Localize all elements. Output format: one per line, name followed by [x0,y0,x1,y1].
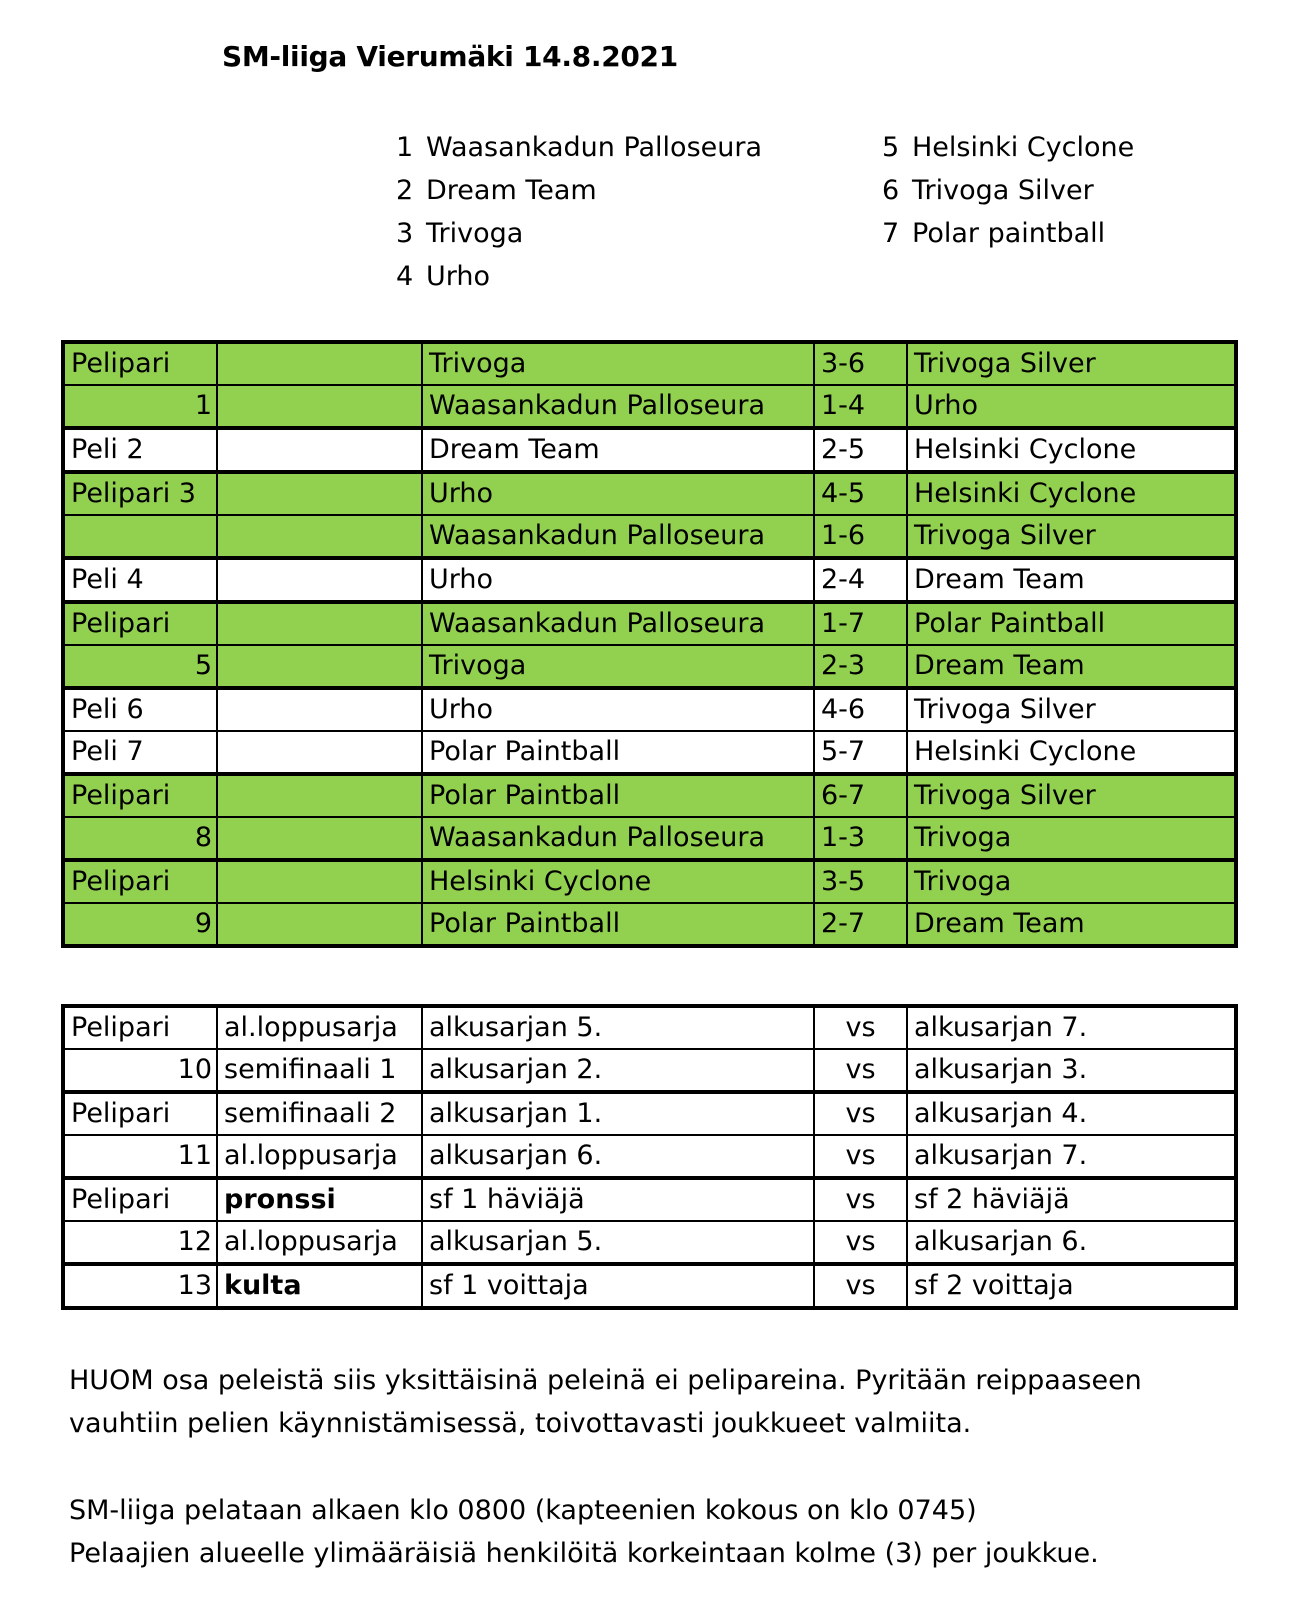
table-cell [217,342,422,385]
table-cell: Waasankadun Palloseura [422,385,814,428]
table-cell: Helsinki Cyclone [422,860,814,903]
table-cell: Trivoga Silver [907,342,1236,385]
table-cell: Dream Team [907,645,1236,688]
table-row [63,1049,1236,1092]
note-line: Pelaajien alueelle ylimääräisiä henkilöitä korkeintaan kolme (3) per joukkue. [69,1538,1099,1569]
table-cell: Urho [422,688,814,731]
table-cell: Helsinki Cyclone [907,472,1236,515]
table-cell: Trivoga Silver [907,774,1236,817]
team-name: Dream Team [426,175,597,206]
team-number: 7 [882,218,900,249]
team-number: 6 [882,175,900,206]
team-name: Urho [426,261,491,292]
table-cell: Polar Paintball [422,731,814,774]
table-cell [217,774,422,817]
note-paragraph-1 [69,1359,1142,1445]
team-name: Trivoga [426,218,524,249]
table-cell: 1-6 [814,515,907,558]
team-number: 5 [882,132,900,163]
table-row [63,1264,1236,1308]
team-item [396,255,762,298]
table-cell: Pelipari [63,602,217,645]
table-cell: alkusarjan 5. [422,1006,814,1049]
table-cell: alkusarjan 4. [907,1092,1236,1135]
table-cell: 13 [63,1264,217,1308]
table-cell: vs [814,1049,907,1092]
table-cell: sf 2 häviäjä [907,1178,1236,1221]
table-cell: 10 [63,1049,217,1092]
table-cell: 2-5 [814,428,907,472]
table-cell: alkusarjan 5. [422,1221,814,1264]
table-cell [217,558,422,602]
table-cell: alkusarjan 3. [907,1049,1236,1092]
table-cell: Peli 2 [63,428,217,472]
table-cell: alkusarjan 7. [907,1006,1236,1049]
table-cell: semifinaali 1 [217,1049,422,1092]
table-row [63,688,1236,731]
table-cell: Trivoga [422,645,814,688]
team-item [882,212,1134,255]
table-cell: Dream Team [907,903,1236,946]
team-item [396,212,762,255]
table-cell: Dream Team [422,428,814,472]
table-cell: Peli 6 [63,688,217,731]
team-list-2 [882,126,1134,255]
table-cell: Polar Paintball [422,903,814,946]
table-cell: kulta [217,1264,422,1308]
table-cell: 5-7 [814,731,907,774]
table-cell [217,602,422,645]
team-item [882,169,1134,212]
table-cell [217,645,422,688]
table-cell: 5 [63,645,217,688]
table-row [63,472,1236,515]
table-cell: 1-4 [814,385,907,428]
note-line: vauhtiin pelien käynnistämisessä, toivottavasti joukkueet valmiita. [69,1408,972,1439]
table-cell: Peli 4 [63,558,217,602]
table-row [63,903,1236,946]
team-item [882,126,1134,169]
table-cell: Urho [907,385,1236,428]
note-line: HUOM osa peleistä siis yksittäisinä peleinä ei pelipareina. Pyritään reippaaseen [69,1365,1142,1396]
table-cell [217,385,422,428]
table-cell: Pelipari [63,860,217,903]
table-row [63,342,1236,385]
table-cell: 2-7 [814,903,907,946]
table-cell: 1 [63,385,217,428]
table-row [63,817,1236,860]
table-cell [217,903,422,946]
table-row [63,602,1236,645]
team-list-1 [396,126,762,298]
table-cell: 1-3 [814,817,907,860]
table-cell: vs [814,1264,907,1308]
page-title: SM-liiga Vierumäki 14.8.2021 [222,40,678,73]
table-row [63,1221,1236,1264]
table-cell [217,688,422,731]
table-cell: 8 [63,817,217,860]
table-row [63,645,1236,688]
table-cell [217,731,422,774]
team-name: Polar paintball [912,218,1106,249]
playoff-table [61,1004,1238,1310]
table-cell: sf 1 häviäjä [422,1178,814,1221]
table-cell: Trivoga [422,342,814,385]
table-cell: 3-5 [814,860,907,903]
table-cell: alkusarjan 1. [422,1092,814,1135]
table-cell: alkusarjan 2. [422,1049,814,1092]
table-row [63,558,1236,602]
table-row [63,774,1236,817]
table-cell: alkusarjan 6. [907,1221,1236,1264]
table-cell [217,472,422,515]
table-cell: al.loppusarja [217,1135,422,1178]
team-item [396,169,762,212]
table-cell: Dream Team [907,558,1236,602]
table-cell: Trivoga [907,860,1236,903]
table-cell: Pelipari 3 [63,472,217,515]
table-cell: 1-7 [814,602,907,645]
team-number: 4 [396,261,414,292]
table-cell: Urho [422,472,814,515]
table-cell: Pelipari [63,1092,217,1135]
table-cell: Pelipari [63,774,217,817]
table-row [63,1006,1236,1049]
table-cell: sf 2 voittaja [907,1264,1236,1308]
table-cell [217,817,422,860]
table-cell: 3-6 [814,342,907,385]
table-cell: Trivoga Silver [907,515,1236,558]
table-cell: Waasankadun Palloseura [422,515,814,558]
table-cell: 11 [63,1135,217,1178]
table-row [63,428,1236,472]
table-cell: Pelipari [63,1006,217,1049]
table-cell: Waasankadun Palloseura [422,602,814,645]
table-cell: semifinaali 2 [217,1092,422,1135]
table-cell: al.loppusarja [217,1221,422,1264]
table-cell: Trivoga Silver [907,688,1236,731]
table-row [63,731,1236,774]
note-paragraph-2 [69,1489,1099,1575]
table-cell: Waasankadun Palloseura [422,817,814,860]
table-cell: pronssi [217,1178,422,1221]
team-name: Waasankadun Palloseura [426,132,763,163]
table-cell: vs [814,1092,907,1135]
table-cell [217,428,422,472]
table-cell: 4-6 [814,688,907,731]
team-name: Trivoga Silver [912,175,1094,206]
table-cell: Peli 7 [63,731,217,774]
table-cell: sf 1 voittaja [422,1264,814,1308]
table-cell: vs [814,1221,907,1264]
team-number: 2 [396,175,414,206]
team-item [396,126,762,169]
table-row [63,1092,1236,1135]
table-cell: 6-7 [814,774,907,817]
table-cell: alkusarjan 6. [422,1135,814,1178]
table-row [63,385,1236,428]
table-cell: Urho [422,558,814,602]
group-stage-table [61,340,1238,948]
team-number: 1 [396,132,414,163]
table-cell: 4-5 [814,472,907,515]
table-cell: al.loppusarja [217,1006,422,1049]
table-cell: alkusarjan 7. [907,1135,1236,1178]
table-cell: Pelipari [63,1178,217,1221]
table-row [63,515,1236,558]
table-cell: Helsinki Cyclone [907,428,1236,472]
table-cell: 12 [63,1221,217,1264]
note-line: SM-liiga pelataan alkaen klo 0800 (kapteenien kokous on klo 0745) [69,1495,977,1526]
table-cell: Polar Paintball [907,602,1236,645]
team-number: 3 [396,218,414,249]
table-row [63,1178,1236,1221]
table-cell: 2-3 [814,645,907,688]
table-cell: vs [814,1135,907,1178]
table-row [63,860,1236,903]
table-row [63,1135,1236,1178]
table-cell [217,515,422,558]
table-cell: Helsinki Cyclone [907,731,1236,774]
table-cell: 9 [63,903,217,946]
table-cell: Polar Paintball [422,774,814,817]
table-cell [217,860,422,903]
table-cell [63,515,217,558]
table-cell: 2-4 [814,558,907,602]
table-cell: vs [814,1178,907,1221]
team-name: Helsinki Cyclone [912,132,1135,163]
table-cell: Pelipari [63,342,217,385]
table-cell: vs [814,1006,907,1049]
table-cell: Trivoga [907,817,1236,860]
